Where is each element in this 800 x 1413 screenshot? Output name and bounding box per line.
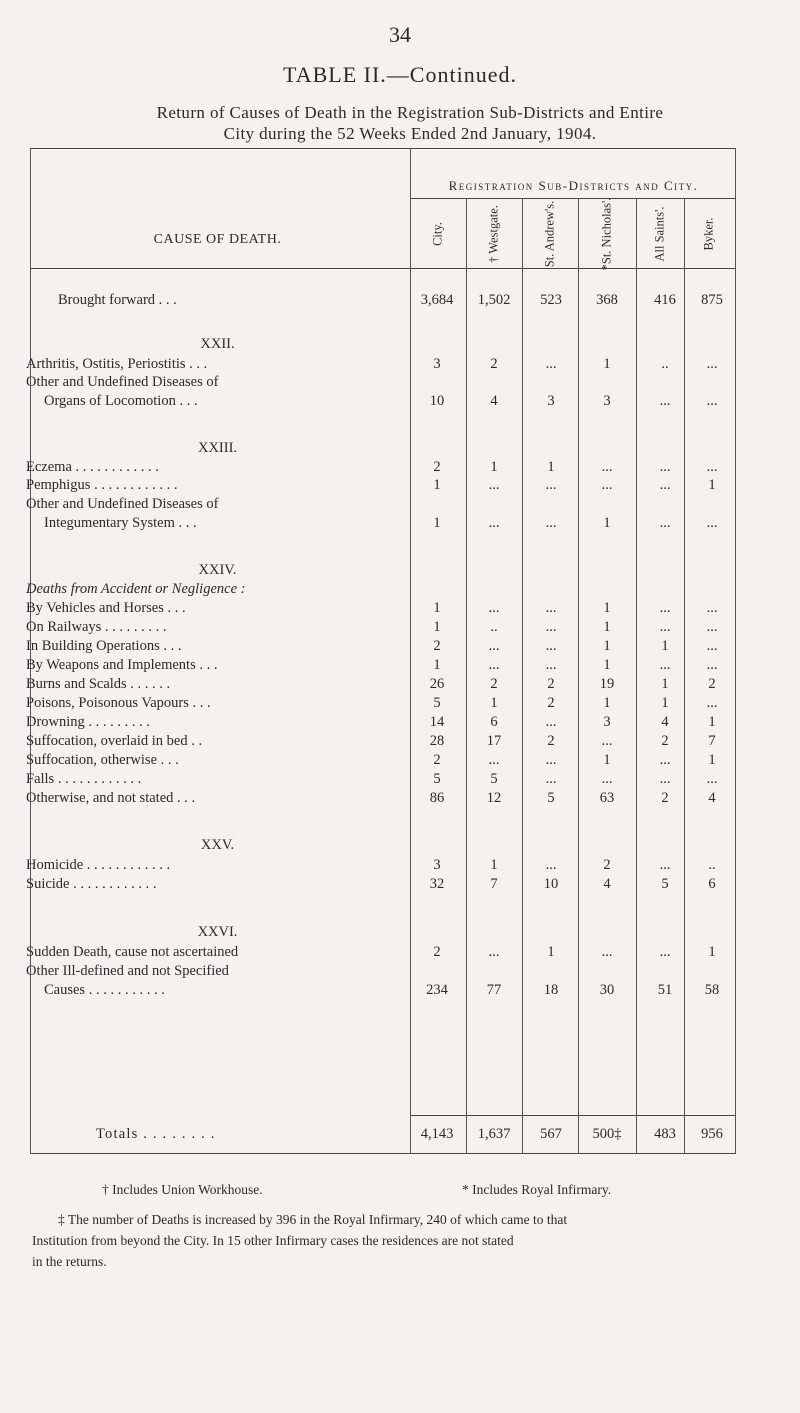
value-westgate: 1,502: [477, 292, 511, 308]
table-row: Sudden Death, cause not ascertained 2 ... 1 ... ... 1: [26, 944, 716, 960]
table-row: Other Ill-defined and not Specified: [26, 963, 229, 979]
value-city: 3,684: [420, 292, 454, 308]
section-heading-xxii: XXII.: [200, 336, 235, 352]
header-bottom-rule: [30, 268, 735, 269]
footnote-double-dagger-3: in the returns.: [32, 1254, 107, 1269]
subtitle-line-1: Return of Causes of Death in the Registration Sub-Districts and Entire: [156, 103, 664, 122]
table-row: Causes . . . . . . . . . . . 234 77 18 30 51 58: [44, 982, 720, 998]
table-top-rule: [30, 148, 735, 149]
cause-of-death-header: CAUSE OF DEATH.: [153, 232, 282, 247]
table-row: In Building Operations . . . 2 ... ... 1 1 ...: [26, 638, 718, 654]
row-label: Brought forward . . .: [58, 292, 177, 308]
table-row: Suffocation, overlaid in bed . . 28 17 2 ... 2 7: [26, 733, 716, 749]
table-row: On Railways . . . . . . . . . 1 .. ... 1 ... ...: [26, 619, 718, 635]
table-row: Drowning . . . . . . . . . 14 6 ... 3 4 1: [26, 714, 716, 730]
totals-top-rule: [410, 1115, 735, 1116]
table-subtitle: [30, 102, 790, 144]
table-row: Other and Undefined Diseases of: [26, 496, 219, 512]
section-heading-xxv: XXV.: [200, 837, 235, 853]
table-row: Poisons, Poisonous Vapours . . . 5 1 2 1 1 ...: [26, 695, 718, 711]
page-number: 34: [389, 22, 411, 47]
table-row: Otherwise, and not stated . . . 86 12 5 63 2 4: [26, 790, 716, 806]
table-row: Organs of Locomotion . . . 10 4 3 3 ... ...: [44, 393, 718, 409]
totals-label: Totals . . . . . . . .: [96, 1126, 216, 1142]
table-row: Other and Undefined Diseases of: [26, 374, 219, 390]
column-header-all-saints: All Saints'.: [652, 206, 667, 262]
value-all-saints: 416: [654, 292, 676, 308]
footnote-double-dagger-1: ‡ The number of Deaths is increased by 396 in the Royal Infirmary, 240 of which came to that: [58, 1212, 568, 1227]
table-title: TABLE II.—Continued.: [283, 62, 517, 87]
table-row-totals: [0, 1126, 800, 1144]
table-row: Eczema . . . . . . . . . . . . 2 1 1 ... ... ...: [26, 459, 718, 475]
table-row: By Weapons and Implements . . . 1 ... ... 1 ... ...: [26, 657, 718, 673]
table-row: By Vehicles and Horses . . . 1 ... ... 1 ... ...: [26, 600, 718, 616]
table-row: Falls . . . . . . . . . . . . 5 5 ... ... ... ...: [26, 771, 718, 787]
table-row: Burns and Scalds . . . . . . 26 2 2 19 1 2: [26, 676, 716, 692]
column-header-westgate: † Westgate.: [486, 205, 501, 263]
section-heading-xxvi: XXVI.: [197, 924, 238, 940]
total-westgate: 1,637: [477, 1126, 511, 1142]
section-subheading-accident: Deaths from Accident or Negligence :: [26, 581, 246, 597]
total-all-saints: 483: [654, 1126, 676, 1142]
value-st-andrews: 523: [540, 292, 562, 308]
table-bottom-rule: [30, 1153, 735, 1154]
footnote-star: * Includes Royal Infirmary.: [462, 1182, 612, 1197]
value-byker: 875: [701, 292, 723, 308]
table-row: Pemphigus . . . . . . . . . . . . 1 ... ... ... ... 1: [26, 477, 716, 493]
column-header-byker: Byker.: [701, 217, 716, 251]
total-st-nicholas: 500‡: [592, 1126, 622, 1142]
total-city: 4,143: [420, 1126, 454, 1142]
table-row-brought-forward: [0, 292, 800, 310]
table-row: Arthritis, Ostitis, Periostitis . . . 3 2 ... 1 .. ...: [26, 356, 718, 372]
column-header-st-nicholas: *St. Nicholas'.: [599, 197, 614, 271]
total-byker: 956: [701, 1126, 723, 1142]
footnote-dagger: † Includes Union Workhouse.: [102, 1182, 263, 1197]
total-st-andrews: 567: [540, 1126, 562, 1142]
section-heading-xxiii: XXIII.: [197, 440, 238, 456]
subtitle-line-2: City during the 52 Weeks Ended 2nd January, 1904.: [223, 124, 597, 143]
section-heading-xxiv: XXIV.: [198, 562, 237, 578]
group-header-rule: [410, 198, 735, 199]
column-header-st-andrews: St. Andrew's.: [542, 200, 557, 268]
footnote-double-dagger-2: Institution from beyond the City. In 15 other Infirmary cases the residences are not stated: [32, 1233, 514, 1248]
table-row: Homicide . . . . . . . . . . . . 3 1 ... 2 ... ..: [26, 857, 716, 873]
column-header-city: City.: [430, 222, 445, 246]
value-st-nicholas: 368: [596, 292, 618, 308]
registration-group-header: Registration Sub-Districts and City.: [448, 178, 699, 193]
table-row: Integumentary System . . . 1 ... ... 1 ... ...: [44, 515, 718, 531]
table-row: Suicide . . . . . . . . . . . . 32 7 10 4 5 6: [26, 876, 716, 892]
table-row: Suffocation, otherwise . . . 2 ... ... 1 ... 1: [26, 752, 716, 768]
